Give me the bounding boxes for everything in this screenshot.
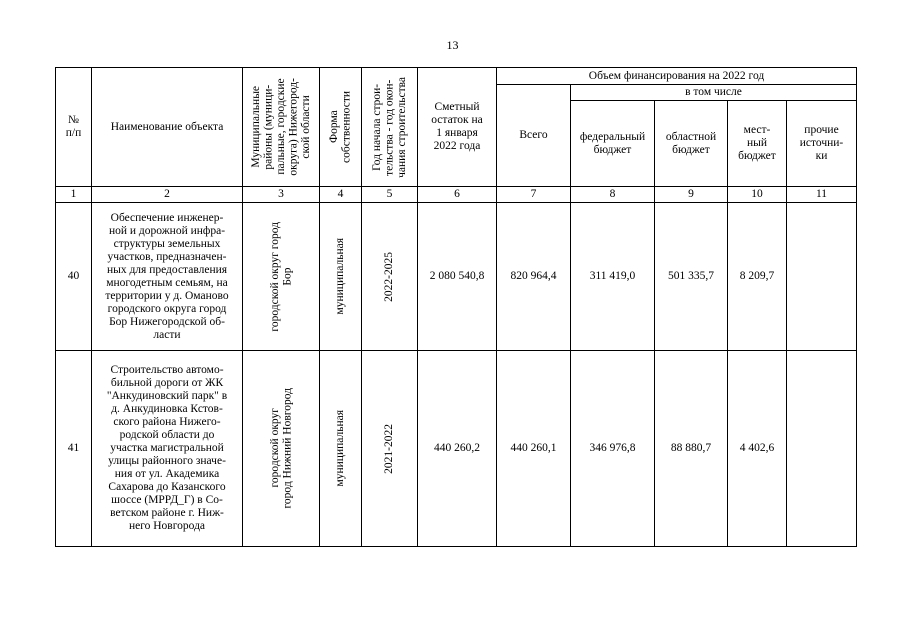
ownership-cell (320, 203, 362, 351)
years-cell (362, 351, 418, 547)
header-local: мест- ный бюджет (728, 101, 787, 187)
header-ownership-text: Форма собственности (328, 91, 353, 163)
header-including: в том числе (571, 85, 857, 101)
ownership-text: муниципальная (334, 410, 347, 487)
table-row (56, 351, 857, 547)
header-federal: федеральный бюджет (571, 101, 655, 187)
ownership-cell (320, 351, 362, 547)
years-text: 2022-2025 (383, 251, 396, 302)
regional-value: 88 880,7 (655, 351, 728, 547)
header-municipality (243, 68, 320, 187)
municipality-text: городской округ город Нижний Новгород (268, 388, 293, 509)
local-value: 4 402,6 (728, 351, 787, 547)
object-name: Обеспечение инженер- ной и дорожной инфра- структуры земельных участков, предназначен- ных для предоставления многодетным семьям, на территории у д. Оманово городского округа город Бор Нижегородской об- ласти (92, 203, 243, 351)
financing-table (55, 67, 857, 547)
object-name: Строительство автомо- бильной дороги от ЖК "Анкудиновский парк" в д. Анкудиновка Кстов- ского района Нижего- родской области до участка магистральной улицы районного значе- ния от ул. Академика Сахарова до Казанского шоссе (МРРД_Г) в Со- ветском районе г. Ниж- него Новгорода (92, 351, 243, 547)
column-number: 5 (362, 187, 418, 203)
header-years-text: Год начала строи- тельства - год окон- чания строительства (370, 76, 408, 178)
column-number: 11 (787, 187, 857, 203)
header-total: Всего (497, 85, 571, 187)
header-funding-group: Объем финансирования на 2022 год (497, 68, 857, 85)
header-name: Наименование объекта (92, 68, 243, 187)
other-value (787, 351, 857, 547)
municipality-text: городской округ город Бор (268, 221, 293, 332)
header-municipality-text: Муниципальные районы (муници- пальные, городские округа) Нижегород- ской области (249, 78, 312, 176)
column-number: 8 (571, 187, 655, 203)
column-numbers-row (56, 187, 857, 203)
column-number: 3 (243, 187, 320, 203)
municipality-cell (243, 203, 320, 351)
years-cell (362, 203, 418, 351)
column-number: 6 (418, 187, 497, 203)
total-value: 820 964,4 (497, 203, 571, 351)
years-text: 2021-2022 (383, 423, 396, 474)
header-years (362, 68, 418, 187)
federal-value: 346 976,8 (571, 351, 655, 547)
column-number: 1 (56, 187, 92, 203)
column-number: 4 (320, 187, 362, 203)
ownership-text: муниципальная (334, 238, 347, 315)
row-number: 41 (56, 351, 92, 547)
regional-value: 501 335,7 (655, 203, 728, 351)
column-number: 2 (92, 187, 243, 203)
header-regional: областной бюджет (655, 101, 728, 187)
column-number: 7 (497, 187, 571, 203)
row-number: 40 (56, 203, 92, 351)
federal-value: 311 419,0 (571, 203, 655, 351)
total-value: 440 260,1 (497, 351, 571, 547)
other-value (787, 203, 857, 351)
estimate-value: 440 260,2 (418, 351, 497, 547)
estimate-value: 2 080 540,8 (418, 203, 497, 351)
column-number: 10 (728, 187, 787, 203)
header-estimate: Сметный остаток на 1 января 2022 года (418, 68, 497, 187)
local-value: 8 209,7 (728, 203, 787, 351)
page-number: 13 (446, 38, 459, 52)
table-row (56, 203, 857, 351)
municipality-cell (243, 351, 320, 547)
header-no: № п/п (56, 68, 92, 187)
header-other: прочие источни- ки (787, 101, 857, 187)
column-number: 9 (655, 187, 728, 203)
header-ownership (320, 68, 362, 187)
